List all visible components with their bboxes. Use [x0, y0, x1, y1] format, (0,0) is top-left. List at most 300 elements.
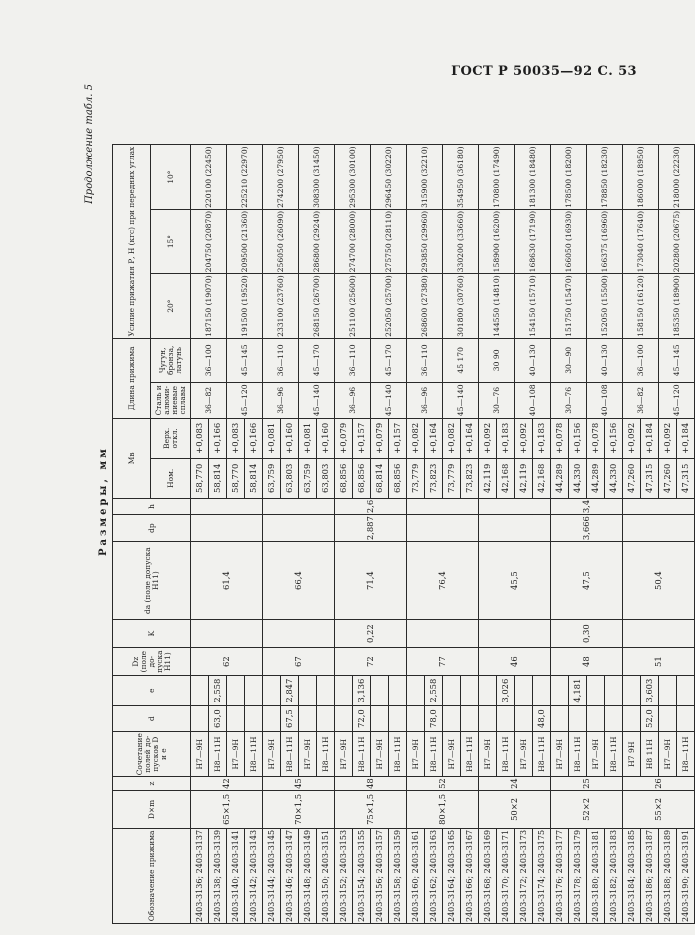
h-cell: [263, 498, 335, 514]
table-row: [263, 145, 281, 924]
d-cell: [461, 706, 479, 732]
z-cell: 52: [407, 777, 479, 791]
length-iron-cell: 36—100: [191, 338, 227, 382]
mb-deviation-cell: +0,082: [407, 418, 425, 458]
mb-deviation-cell: +0,164: [461, 418, 479, 458]
d-cell: [191, 706, 209, 732]
e-cell: [605, 676, 623, 706]
e-cell: 3,136: [353, 676, 371, 706]
length-iron-cell: 36—100: [623, 338, 659, 382]
length-iron-cell: 40—130: [515, 338, 551, 382]
fit-cell: H7—9H: [335, 732, 353, 777]
k-cell: 0,22: [335, 620, 407, 648]
length-steel-cell: 45—140: [299, 382, 335, 418]
e-cell: [245, 676, 263, 706]
fit-cell: H7—9H: [659, 732, 677, 777]
e-cell: [623, 676, 641, 706]
force-20-cell: 152050 (15500): [587, 274, 623, 338]
mb-nominal-cell: 42,168: [497, 458, 515, 498]
h-cell: [191, 498, 263, 514]
length-steel-cell: 36—96: [335, 382, 371, 418]
length-iron-cell: 30—90: [551, 338, 587, 382]
da-cell: 61,4: [191, 542, 263, 620]
force-10-cell: 295300 (30100): [335, 145, 371, 209]
force-20-cell: 154150 (15710): [515, 274, 551, 338]
mb-deviation-cell: +0,160: [281, 418, 299, 458]
fit-cell: H8—11H: [569, 732, 587, 777]
rotated-table-block: [84, 84, 690, 924]
e-cell: [299, 676, 317, 706]
table-row: [479, 145, 497, 924]
table-row: [191, 145, 209, 924]
force-20-cell: 187150 (19070): [191, 274, 227, 338]
col-force: Усилие прижатия Р, Н (кгс) при передних углах: [113, 145, 151, 338]
mb-nominal-cell: 68,814: [371, 458, 389, 498]
mb-nominal-cell: 44,289: [551, 458, 569, 498]
designation-cell: 2403-3172; 2403-3173: [515, 828, 533, 923]
length-iron-cell: 36—110: [263, 338, 299, 382]
e-cell: [533, 676, 551, 706]
length-iron-cell: 36—110: [407, 338, 443, 382]
force-10-cell: 178500 (18200): [551, 145, 587, 209]
e-cell: [515, 676, 533, 706]
fit-cell: H7—9H: [587, 732, 605, 777]
dz-cell: 72: [335, 648, 407, 676]
da-cell: 71,4: [335, 542, 407, 620]
sizes-label: Размеры, мм: [98, 446, 109, 556]
force-20-cell: 158150 (16120): [623, 274, 659, 338]
designation-cell: 2403-3136; 2403-3137: [191, 828, 209, 923]
d-cell: [479, 706, 497, 732]
col-dz: Dz (поле до-пуска H11): [113, 648, 191, 676]
force-10-cell: 225210 (22970): [227, 145, 263, 209]
length-iron-cell: 30 90: [479, 338, 515, 382]
length-steel-cell: 36—82: [191, 382, 227, 418]
mb-deviation-cell: +0,079: [371, 418, 389, 458]
z-cell: 26: [623, 777, 695, 791]
dz-cell: 51: [623, 648, 695, 676]
table-row: [407, 145, 425, 924]
dxm-cell: 55×2: [623, 790, 695, 828]
dz-cell: 46: [479, 648, 551, 676]
table-row: [335, 145, 353, 924]
designation-cell: 2403-3190; 2403-3191: [677, 828, 695, 923]
designation-cell: 2403-3140; 2403-3141: [227, 828, 245, 923]
force-15-cell: 256050 (26090): [263, 209, 299, 273]
designation-cell: 2403-3178; 2403-3179: [569, 828, 587, 923]
fit-cell: H7—9H: [479, 732, 497, 777]
fit-cell: H8—11H: [317, 732, 335, 777]
d-cell: [587, 706, 605, 732]
force-15-cell: 166375 (16960): [587, 209, 623, 273]
h-cell: [479, 498, 551, 514]
col-dp: dp: [113, 515, 191, 542]
force-20-cell: 251100 (25600): [335, 274, 371, 338]
length-steel-cell: 40—108: [587, 382, 623, 418]
parameters-table: [112, 144, 695, 924]
length-steel-cell: 30—76: [479, 382, 515, 418]
length-steel-cell: 40—108: [515, 382, 551, 418]
designation-cell: 2403-3142; 2403-3143: [245, 828, 263, 923]
length-steel-cell: 45—120: [659, 382, 695, 418]
mb-nominal-cell: 63,803: [281, 458, 299, 498]
dxm-cell: 52×2: [551, 790, 623, 828]
force-10-cell: 274200 (27950): [263, 145, 299, 209]
length-iron-cell: 45—145: [659, 338, 695, 382]
force-15-cell: 166050 (16930): [551, 209, 587, 273]
mb-deviation-cell: +0,083: [191, 418, 209, 458]
designation-cell: 2403-3166; 2403-3167: [461, 828, 479, 923]
designation-cell: 2403-3152; 2403-3153: [335, 828, 353, 923]
force-15-cell: 274700 (28000): [335, 209, 371, 273]
fit-cell: H7—9H: [227, 732, 245, 777]
e-cell: [335, 676, 353, 706]
force-20-cell: 185350 (18900): [659, 274, 695, 338]
d-cell: [497, 706, 515, 732]
dxm-cell: 80×1,5: [407, 790, 479, 828]
mb-nominal-cell: 47,260: [623, 458, 641, 498]
mb-deviation-cell: +0,078: [551, 418, 569, 458]
e-cell: [677, 676, 695, 706]
dp-cell: 2,887: [335, 515, 407, 542]
fit-cell: H8—11H: [605, 732, 623, 777]
length-steel-cell: 36—96: [407, 382, 443, 418]
force-15-cell: 204750 (20870): [191, 209, 227, 273]
mb-nominal-cell: 44,330: [605, 458, 623, 498]
mb-nominal-cell: 58,770: [191, 458, 209, 498]
mb-deviation-cell: +0,156: [605, 418, 623, 458]
col-length: Длина прижима: [113, 338, 151, 418]
col-da: da (поле допуска H11): [113, 542, 191, 620]
col-length-iron: Чугун, бронза, латунь: [151, 338, 191, 382]
mb-deviation-cell: +0,164: [425, 418, 443, 458]
force-15-cell: 330200 (33660): [443, 209, 479, 273]
length-steel-cell: 45—120: [227, 382, 263, 418]
d-cell: 48,0: [533, 706, 551, 732]
mb-nominal-cell: 44,330: [569, 458, 587, 498]
z-cell: 24: [479, 777, 551, 791]
fit-cell: H8—11H: [533, 732, 551, 777]
e-cell: [479, 676, 497, 706]
e-cell: 2,558: [425, 676, 443, 706]
h-cell: [407, 498, 479, 514]
fit-cell: H7—9H: [371, 732, 389, 777]
length-iron-cell: 45—170: [371, 338, 407, 382]
length-steel-cell: 36—96: [263, 382, 299, 418]
mb-deviation-cell: +0,082: [443, 418, 461, 458]
designation-cell: 2403-3138; 2403-3139: [209, 828, 227, 923]
force-20-cell: 268150 (26700): [299, 274, 335, 338]
k-cell: [407, 620, 479, 648]
designation-cell: 2403-3146; 2403-3147: [281, 828, 299, 923]
force-10-cell: 315900 (32210): [407, 145, 443, 209]
da-cell: 76,4: [407, 542, 479, 620]
force-20-cell: 144550 (14810): [479, 274, 515, 338]
length-iron-cell: 45—170: [299, 338, 335, 382]
d-cell: [371, 706, 389, 732]
d-cell: [677, 706, 695, 732]
da-cell: 66,4: [263, 542, 335, 620]
e-cell: [587, 676, 605, 706]
h-cell: 3,4: [551, 498, 623, 514]
designation-cell: 2403-3182; 2403-3183: [605, 828, 623, 923]
col-force-15: 15°: [151, 209, 191, 273]
fit-cell: H7—9H: [191, 732, 209, 777]
length-steel-cell: 45—140: [443, 382, 479, 418]
d-cell: [335, 706, 353, 732]
fit-cell: H7—9H: [299, 732, 317, 777]
mb-nominal-cell: 47,315: [641, 458, 659, 498]
dp-cell: [479, 515, 551, 542]
length-iron-cell: 36—110: [335, 338, 371, 382]
designation-cell: 2403-3168; 2403-3169: [479, 828, 497, 923]
col-h: h: [113, 498, 191, 514]
fit-cell: H8—11H: [281, 732, 299, 777]
z-cell: 48: [335, 777, 407, 791]
mb-deviation-cell: +0,166: [209, 418, 227, 458]
force-20-cell: 233100 (23760): [263, 274, 299, 338]
mb-deviation-cell: +0,166: [245, 418, 263, 458]
mb-nominal-cell: 42,119: [479, 458, 497, 498]
mb-nominal-cell: 68,856: [335, 458, 353, 498]
fit-cell: H7—9H: [515, 732, 533, 777]
force-10-cell: 220100 (22450): [191, 145, 227, 209]
e-cell: 3,026: [497, 676, 515, 706]
mb-deviation-cell: +0,184: [641, 418, 659, 458]
col-designation: Обозначение прижима: [113, 828, 191, 923]
length-iron-cell: 40—130: [587, 338, 623, 382]
d-cell: [443, 706, 461, 732]
col-mb-dev: Верх. откл.: [151, 418, 191, 458]
d-cell: 72,0: [353, 706, 371, 732]
mb-nominal-cell: 63,759: [299, 458, 317, 498]
dxm-cell: 50×2: [479, 790, 551, 828]
d-cell: [515, 706, 533, 732]
dp-cell: [263, 515, 335, 542]
h-cell: 2,6: [335, 498, 407, 514]
e-cell: [227, 676, 245, 706]
col-dxm: D×m: [113, 790, 191, 828]
mb-nominal-cell: 42,119: [515, 458, 533, 498]
mb-deviation-cell: +0,157: [353, 418, 371, 458]
dp-cell: [623, 515, 695, 542]
col-e: e: [113, 676, 191, 706]
length-iron-cell: 45—145: [227, 338, 263, 382]
col-length-steel: Сталь и алюми-ниевые сплавы: [151, 382, 191, 418]
d-cell: [623, 706, 641, 732]
k-cell: 0,30: [551, 620, 623, 648]
mb-deviation-cell: +0,079: [335, 418, 353, 458]
da-cell: 45,5: [479, 542, 551, 620]
designation-cell: 2403-3170; 2403-3171: [497, 828, 515, 923]
force-15-cell: 209500 (21360): [227, 209, 263, 273]
length-steel-cell: 30—76: [551, 382, 587, 418]
d-cell: [569, 706, 587, 732]
mb-deviation-cell: +0,092: [659, 418, 677, 458]
designation-cell: 2403-3180; 2403-3181: [587, 828, 605, 923]
force-15-cell: 173040 (17640): [623, 209, 659, 273]
mb-deviation-cell: +0,156: [569, 418, 587, 458]
col-z: z: [113, 777, 191, 791]
designation-cell: 2403-3150; 2403-3151: [317, 828, 335, 923]
designation-cell: 2403-3160; 2403-3161: [407, 828, 425, 923]
mb-nominal-cell: 42,168: [533, 458, 551, 498]
force-15-cell: 168630 (17190): [515, 209, 551, 273]
force-20-cell: 252050 (25700): [371, 274, 407, 338]
dz-cell: 67: [263, 648, 335, 676]
e-cell: [371, 676, 389, 706]
mb-nominal-cell: 73,779: [407, 458, 425, 498]
length-steel-cell: 36—82: [623, 382, 659, 418]
mb-deviation-cell: +0,157: [389, 418, 407, 458]
k-cell: [191, 620, 263, 648]
mb-nominal-cell: 73,823: [425, 458, 443, 498]
dp-cell: 3,666: [551, 515, 623, 542]
e-cell: [389, 676, 407, 706]
force-20-cell: 301800 (30760): [443, 274, 479, 338]
e-cell: 2,847: [281, 676, 299, 706]
d-cell: [551, 706, 569, 732]
length-iron-cell: 45 170: [443, 338, 479, 382]
force-20-cell: 151750 (15470): [551, 274, 587, 338]
dz-cell: 77: [407, 648, 479, 676]
e-cell: [443, 676, 461, 706]
dxm-cell: 75×1,5: [335, 790, 407, 828]
dp-cell: [191, 515, 263, 542]
d-cell: [389, 706, 407, 732]
mb-nominal-cell: 58,814: [209, 458, 227, 498]
continuation-label: Продолжение табл. 5: [84, 84, 95, 204]
mb-deviation-cell: +0,184: [677, 418, 695, 458]
designation-cell: 2403-3156; 2403-3157: [371, 828, 389, 923]
designation-cell: 2403-3186; 2403-3187: [641, 828, 659, 923]
page-header: ГОСТ Р 50035—92 С. 53: [451, 64, 637, 79]
fit-cell: H8—11H: [245, 732, 263, 777]
d-cell: 67,5: [281, 706, 299, 732]
h-cell: [623, 498, 695, 514]
force-10-cell: 296450 (30220): [371, 145, 407, 209]
designation-cell: 2403-3164; 2403-3165: [443, 828, 461, 923]
e-cell: 3,603: [641, 676, 659, 706]
fit-cell: H8—11H: [425, 732, 443, 777]
k-cell: [263, 620, 335, 648]
fit-cell: H7—9H: [551, 732, 569, 777]
e-cell: [659, 676, 677, 706]
mb-deviation-cell: +0,160: [317, 418, 335, 458]
mb-deviation-cell: +0,078: [587, 418, 605, 458]
length-steel-cell: 45—140: [371, 382, 407, 418]
designation-cell: 2403-3176; 2403-3177: [551, 828, 569, 923]
col-k: K: [113, 620, 191, 648]
dp-cell: [407, 515, 479, 542]
force-10-cell: 186000 (18950): [623, 145, 659, 209]
fit-cell: H7—9H: [407, 732, 425, 777]
mb-nominal-cell: 47,315: [677, 458, 695, 498]
force-10-cell: 308300 (31450): [299, 145, 335, 209]
designation-cell: 2403-3162; 2403-3163: [425, 828, 443, 923]
fit-cell: H8—11H: [209, 732, 227, 777]
mb-nominal-cell: 58,814: [245, 458, 263, 498]
e-cell: [461, 676, 479, 706]
d-cell: [659, 706, 677, 732]
force-10-cell: 218000 (22230): [659, 145, 695, 209]
da-cell: 50,4: [623, 542, 695, 620]
force-20-cell: 191500 (19520): [227, 274, 263, 338]
designation-cell: 2403-3188; 2403-3189: [659, 828, 677, 923]
designation-cell: 2403-3154; 2403-3155: [353, 828, 371, 923]
col-force-20: 20°: [151, 274, 191, 338]
da-cell: 47,5: [551, 542, 623, 620]
force-15-cell: 286800 (29240): [299, 209, 335, 273]
table-row: [551, 145, 569, 924]
col-d: d: [113, 706, 191, 732]
force-20-cell: 268600 (27380): [407, 274, 443, 338]
e-cell: [263, 676, 281, 706]
dxm-cell: 65×1,5: [191, 790, 263, 828]
mb-nominal-cell: 68,856: [389, 458, 407, 498]
col-fit: Сочетание полей до-пусков D и e: [113, 732, 191, 777]
mb-nominal-cell: 73,823: [461, 458, 479, 498]
col-force-10: 10°: [151, 145, 191, 209]
dxm-cell: 70×1,5: [263, 790, 335, 828]
e-cell: [551, 676, 569, 706]
e-cell: [407, 676, 425, 706]
col-mb: Mв: [113, 418, 151, 498]
force-15-cell: 275750 (28110): [371, 209, 407, 273]
mb-deviation-cell: +0,183: [533, 418, 551, 458]
force-15-cell: 293850 (29960): [407, 209, 443, 273]
z-cell: 45: [263, 777, 335, 791]
fit-cell: H7 9H: [623, 732, 641, 777]
d-cell: [227, 706, 245, 732]
d-cell: 63,0: [209, 706, 227, 732]
z-cell: 42: [191, 777, 263, 791]
e-cell: 2,558: [209, 676, 227, 706]
d-cell: 78,0: [425, 706, 443, 732]
mb-nominal-cell: 68,856: [353, 458, 371, 498]
e-cell: 4,181: [569, 676, 587, 706]
mb-deviation-cell: +0,183: [497, 418, 515, 458]
force-10-cell: 181300 (18480): [515, 145, 551, 209]
mb-deviation-cell: +0,081: [263, 418, 281, 458]
d-cell: [407, 706, 425, 732]
designation-cell: 2403-3158; 2403-3159: [389, 828, 407, 923]
mb-nominal-cell: 44,289: [587, 458, 605, 498]
fit-cell: H8—11H: [497, 732, 515, 777]
d-cell: 52,0: [641, 706, 659, 732]
fit-cell: H8—11H: [389, 732, 407, 777]
mb-deviation-cell: +0,083: [227, 418, 245, 458]
designation-cell: 2403-3174; 2403-3175: [533, 828, 551, 923]
e-cell: [317, 676, 335, 706]
z-cell: 25: [551, 777, 623, 791]
mb-nominal-cell: 73,779: [443, 458, 461, 498]
mb-deviation-cell: +0,081: [299, 418, 317, 458]
force-10-cell: 354950 (36180): [443, 145, 479, 209]
force-10-cell: 170800 (17490): [479, 145, 515, 209]
fit-cell: H8—11H: [353, 732, 371, 777]
d-cell: [605, 706, 623, 732]
fit-cell: H8—11H: [677, 732, 695, 777]
fit-cell: H8 11H: [641, 732, 659, 777]
d-cell: [317, 706, 335, 732]
fit-cell: H7—9H: [263, 732, 281, 777]
designation-cell: 2403-3148; 2403-3149: [299, 828, 317, 923]
force-15-cell: 158900 (16200): [479, 209, 515, 273]
mb-nominal-cell: 63,759: [263, 458, 281, 498]
mb-nominal-cell: 63,803: [317, 458, 335, 498]
k-cell: [623, 620, 695, 648]
